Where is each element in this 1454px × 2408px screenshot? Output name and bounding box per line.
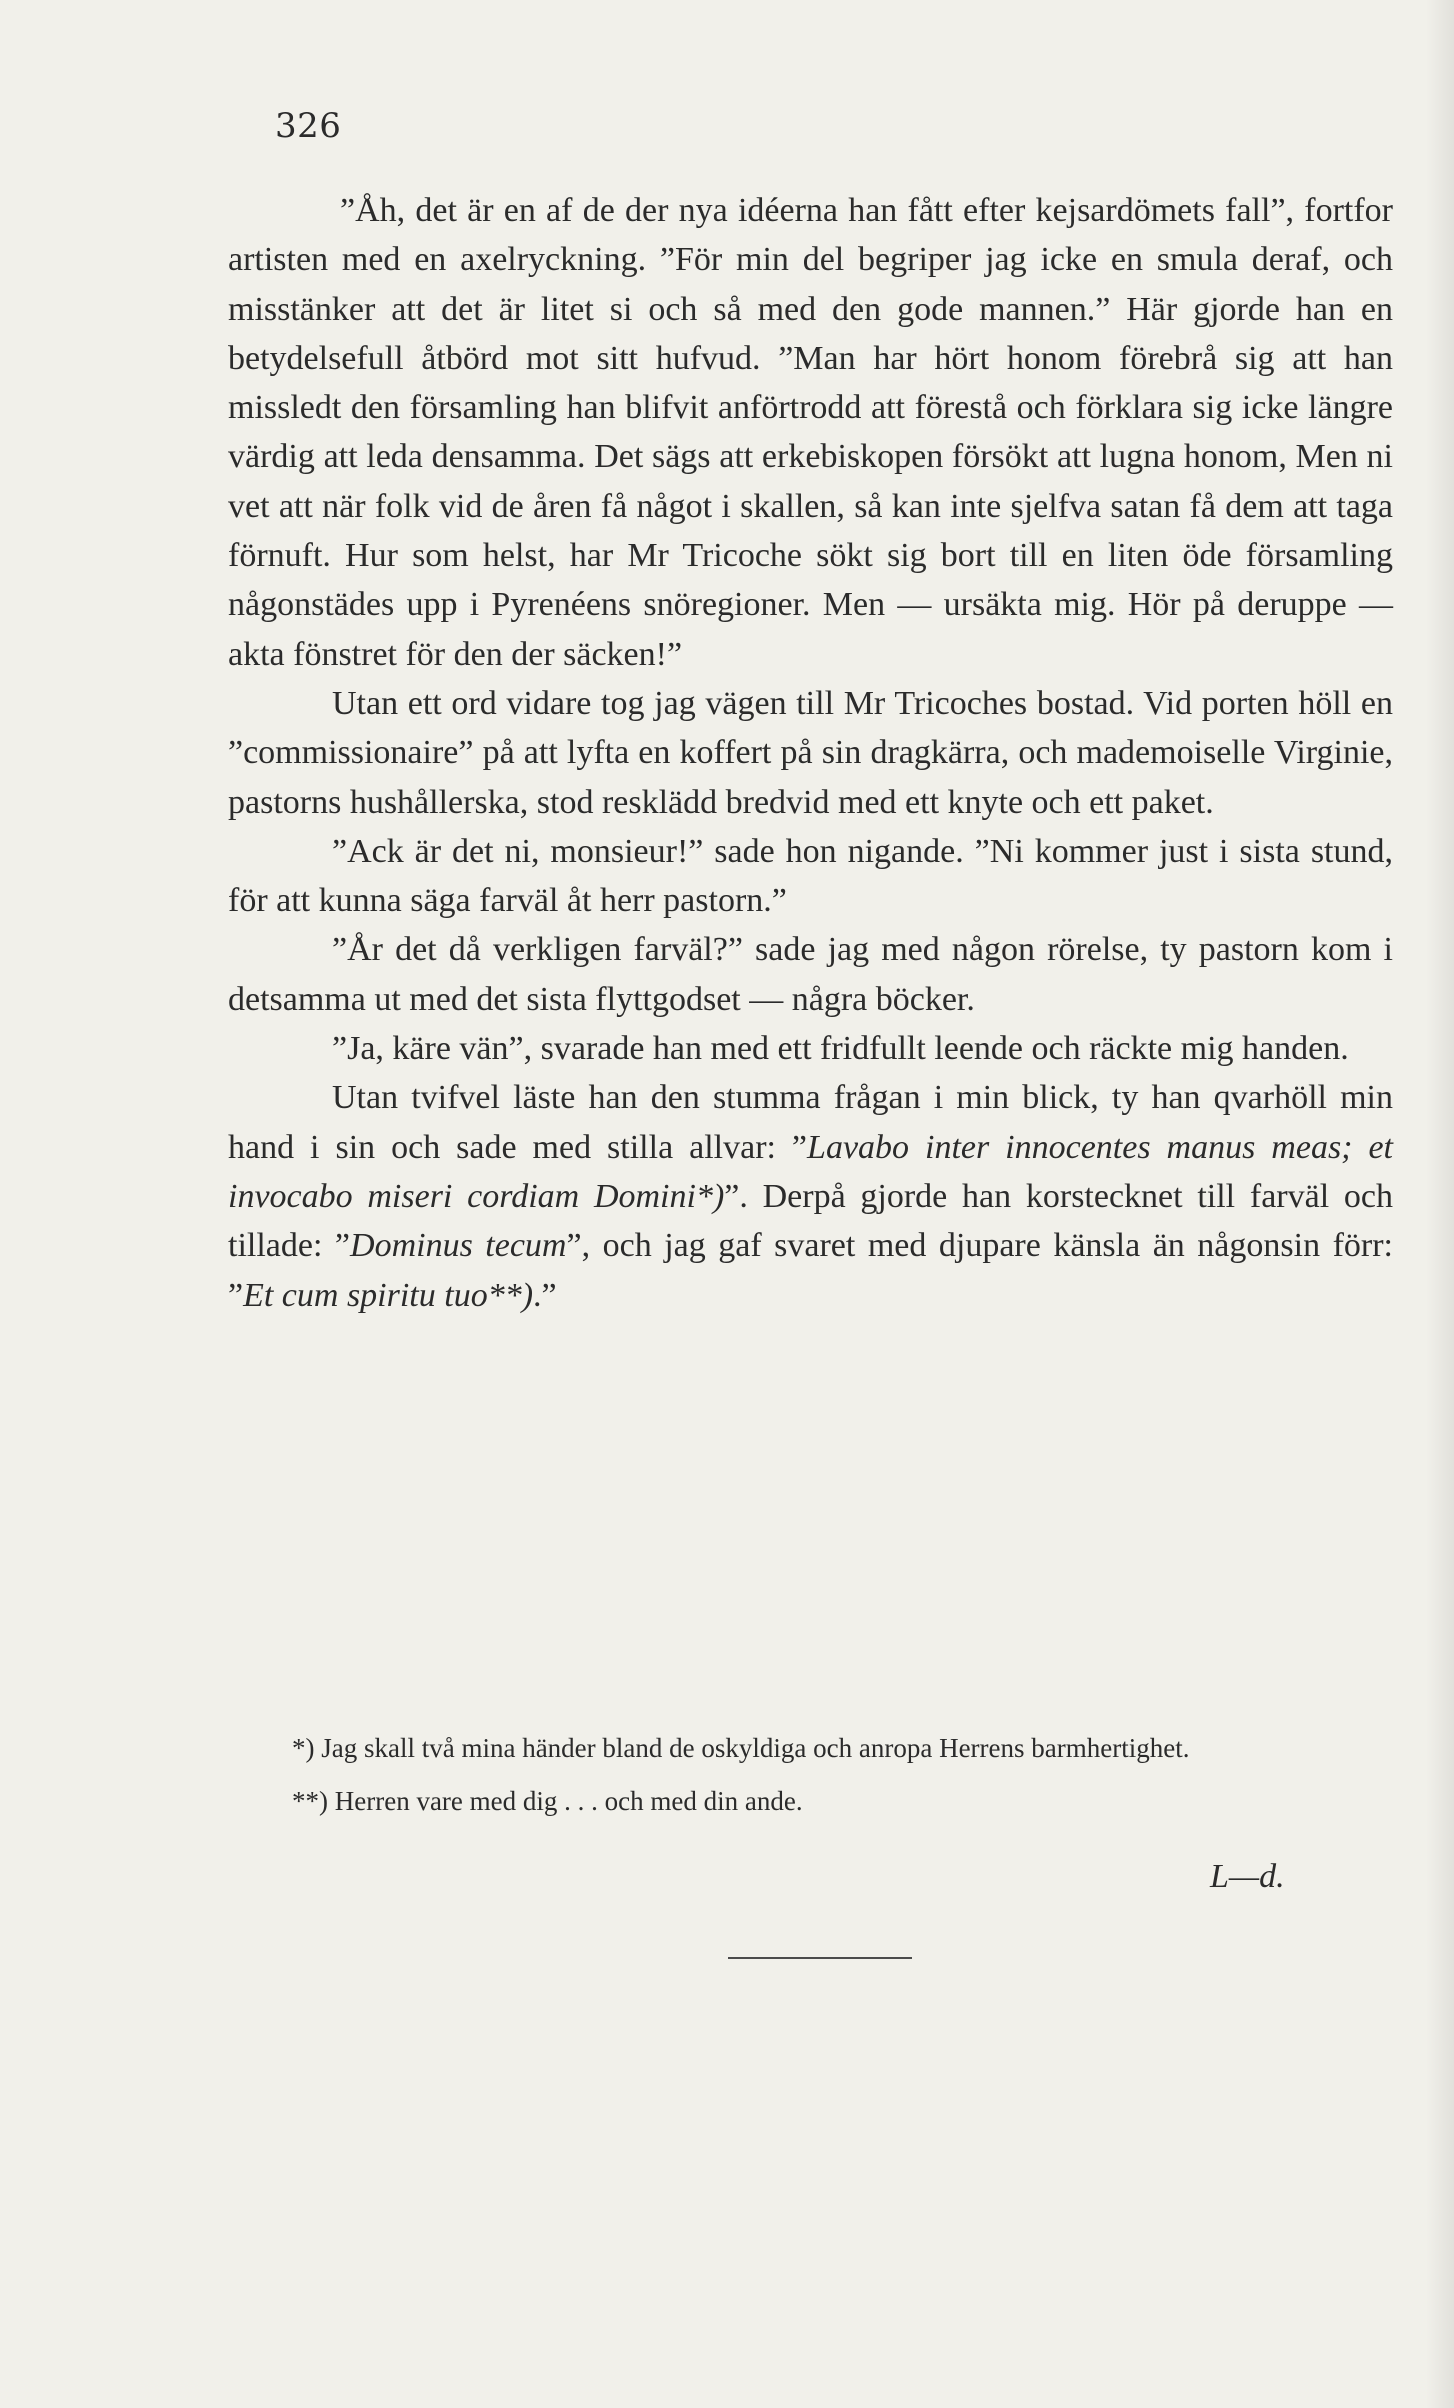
page-edge-shadow [1426,0,1454,2408]
paragraph-5: ”Ja, käre vän”, svarade han med ett fridfullt leende och räckte mig handen. [332,1030,1349,1068]
footnotes [228,1726,1393,1824]
latin-quote-3: Et cum spiritu tuo**) [243,1276,534,1314]
latin-quote-2: Dominus tecum [350,1227,567,1265]
main-text [228,186,1393,1320]
footnote-1: *) Jag skall två mina händer bland de oskyldiga och anropa Herrens barmhertighet. [292,1733,1190,1763]
section-divider [728,1957,912,1959]
latin-quote-1: Lavabo inter innocentes manus meas; et invocabo miseri cordiam Domini*) [228,1128,1393,1215]
page-number: 326 [275,106,342,146]
paragraph-6-part-c: ”, och jag gaf svaret med djupare känsla än någonsin förr: ” [228,1227,1393,1314]
paragraph-3: ”Ack är det ni, monsieur!” sade hon nigande. ”Ni kommer just i sista stund, för att kunna säga farväl åt herr pastorn.” [228,832,1393,920]
paragraph-6-part-d: .” [533,1276,557,1314]
paragraph-4: ”År det då verkligen farväl?” sade jag med någon rörelse, ty pastorn kom i detsamma ut med det sista flyttgodset — några böcker. [228,931,1393,1018]
paragraph-1: ”Åh, det är en af de der nya idéerna han fått efter kejsardömets fall”, fortfor artisten med en axelryckning. ”För min del begriper jag icke en smula deraf, och misstänker att det är litet si och så med den gode mannen.” Här gjorde han en betydelsefull åtbörd mot sitt hufvud. ”Man har hört honom förebrå sig att han missledt den församling han blifvit anförtrodd att förestå och förklara sig icke längre värdig att leda densamma. Det sägs att erkebiskopen försökt att lugna honom, Men ni vet att när folk vid de åren få något i skallen, så kan inte sjelfva satan få dem att taga förnuft. Hur som helst, har Mr Tricoche sökt sig bort till en liten öde församling någonstädes upp i Pyrenéens snöregioner. Men — ursäkta mig. Hör på deruppe — akta fönstret för den der säcken!” [228,192,1393,673]
paragraph-6-part-b: ”. Derpå gjorde han korstecknet till farväl och tillade: ” [228,1177,1393,1265]
paragraph-6-part-a: Utan tvifvel läste han den stumma frågan i min blick, ty han qvarhöll min hand i sin och sade med stilla allvar: ” [228,1079,1393,1166]
paragraph-6 [228,1073,1393,1319]
paragraph-2: Utan ett ord vidare tog jag vägen till Mr Tricoches bostad. Vid porten höll en ”commissionaire” på att lyfta en koffert på sin dragkärra, och mademoiselle Virginie, pastorns hushållerska, stod resklädd bredvid med ett knyte och ett paket. [228,684,1393,821]
footnote-2: **) Herren vare med dig . . . och med din ande. [292,1786,803,1816]
author-signature: L—d. [1210,1858,1285,1895]
